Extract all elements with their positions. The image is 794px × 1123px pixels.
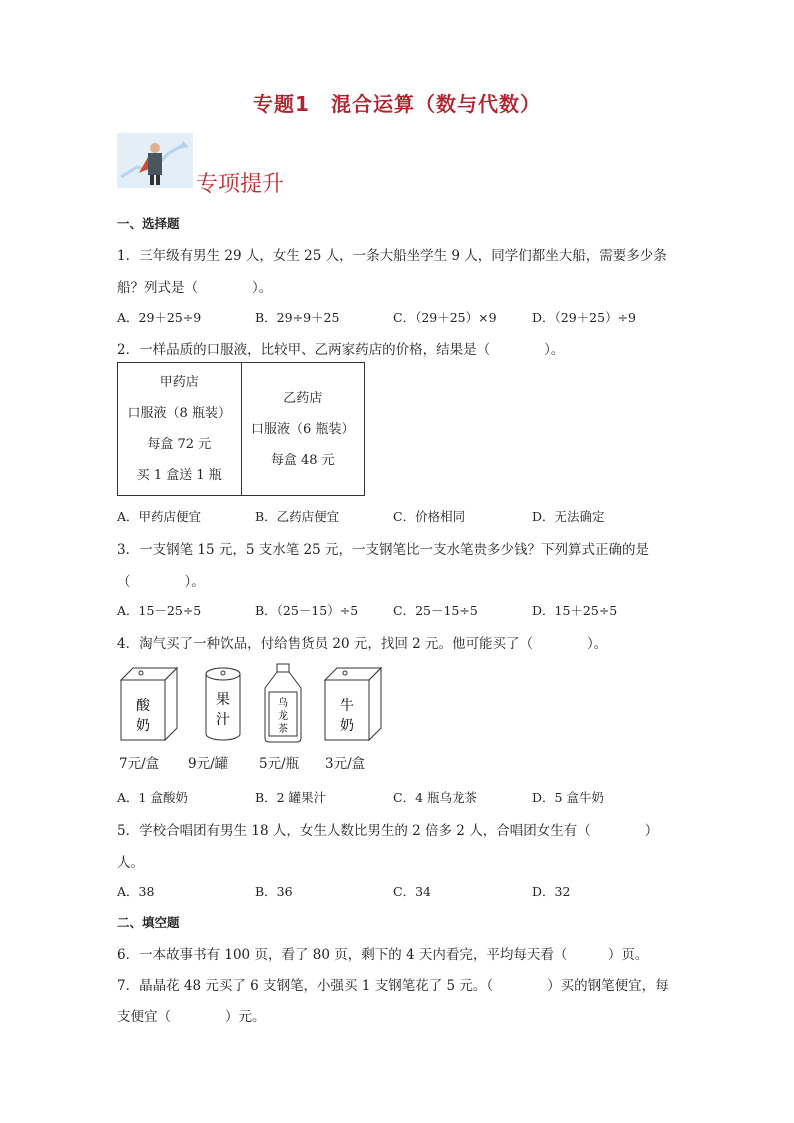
question-7-line-1: 7．晶晶花 48 元买了 6 支钢笔，小强买 1 支钢笔花了 5 元。（ ）买的钢笔便宜，每 [117,978,669,994]
milk-price: 3元/盒 [325,756,366,772]
question-2-option-d[interactable]: D．无法确定 [532,509,605,524]
milk-box-icon [325,668,381,740]
question-2-option-c[interactable]: C．价格相同 [393,509,466,524]
question-4-option-b[interactable]: B．2 罐果汁 [255,790,327,805]
banner-title: 专项提升 [196,172,285,197]
question-3-option-a[interactable]: A．15－25÷5 [117,603,202,618]
question-1-option-b[interactable]: B．29÷9＋25 [255,310,340,325]
store-a-cell [118,363,242,495]
yogurt-label-2: 奶 [136,718,150,734]
yogurt-box-icon [121,668,177,740]
question-4-line-1: 4．淘气买了一种饮品，付给售货员 20 元，找回 2 元。他可能买了（ ）。 [117,636,608,652]
yogurt-label-1: 酸 [136,698,150,714]
question-4-option-a[interactable]: A．1 盒酸奶 [117,790,188,805]
tea-label-3: 茶 [278,724,288,735]
question-1-option-d[interactable]: D．（29＋25）÷9 [532,310,637,325]
question-1-option-c[interactable]: C．（29＋25）×9 [393,310,497,325]
tea-price: 5元/瓶 [259,756,300,772]
store-a-name: 甲药店 [159,375,199,390]
question-2-line-1: 2．一样品质的口服液，比较甲、乙两家药店的价格，结果是（ ）。 [117,342,565,358]
question-5-option-a[interactable]: A．38 [117,884,155,899]
store-b-name: 乙药店 [283,390,323,406]
question-1-option-a[interactable]: A．29＋25÷9 [117,310,202,325]
question-1-line-2: 船？列式是（ ）。 [117,280,273,296]
store-b-cell [242,363,365,495]
section-heading-fill: 二、填空题 [117,915,180,930]
question-3-option-d[interactable]: D．15＋25÷5 [532,603,618,618]
page-title: 专题1 混合运算（数与代数） [253,92,541,116]
question-3-option-b[interactable]: B．（25－15）÷5 [255,603,359,618]
store-b-price: 每盒 48 元 [270,452,335,468]
juice-can-icon [206,668,240,740]
store-b-product: 口服液（6 瓶装） [251,421,355,437]
question-2-option-a[interactable]: A．甲药店便宜 [117,509,202,524]
juice-label-2: 汁 [216,712,230,728]
banner-illustration [117,133,193,188]
question-4-option-d[interactable]: D．5 盒牛奶 [532,790,604,805]
tea-label-2: 龙 [278,711,288,722]
section-heading-choice: 一、选择题 [117,216,180,231]
question-3-line-1: 3．一支钢笔 15 元，5 支水笔 25 元，一支钢笔比一支水笔贵多少钱？下列算式正确的是 [117,542,649,558]
store-a-price: 每盒 72 元 [147,437,212,452]
question-6-line-1: 6．一本故事书有 100 页，看了 80 页，剩下的 4 天内看完，平均每天看（ ）页。 [117,947,649,963]
question-3-option-c[interactable]: C．25－15÷5 [393,603,478,618]
question-5-line-1: 5．学校合唱团有男生 18 人，女生人数比男生的 2 倍多 2 人，合唱团女生有（ ） [117,823,659,839]
question-4-option-c[interactable]: C．4 瓶乌龙茶 [393,790,477,805]
question-5-line-2: 人。 [117,855,144,871]
question-3-line-2: （ ）。 [117,574,205,590]
question-5-option-c[interactable]: C．34 [393,884,431,899]
question-2-option-b[interactable]: B．乙药店便宜 [255,509,340,524]
question-7-line-2: 支便宜（ ）元。 [117,1009,266,1025]
milk-label-1: 牛 [340,698,354,714]
tea-label-1: 乌 [278,698,288,709]
yogurt-price: 7元/盒 [119,756,160,772]
store-comparison-table [117,362,365,496]
milk-label-2: 奶 [340,718,354,734]
store-a-offer: 买 1 盒送 1 瓶 [136,468,222,483]
question-1-line-1: 1．三年级有男生 29 人，女生 25 人，一条大船坐学生 9 人，同学们都坐大船，需要多少条 [117,248,667,264]
tea-bottle-icon [265,664,301,742]
question-5-option-d[interactable]: D．32 [532,884,571,899]
juice-price: 9元/罐 [188,756,229,772]
store-a-product: 口服液（8 瓶装） [127,406,231,421]
question-5-option-b[interactable]: B．36 [255,884,293,899]
juice-label-1: 果 [216,692,230,708]
